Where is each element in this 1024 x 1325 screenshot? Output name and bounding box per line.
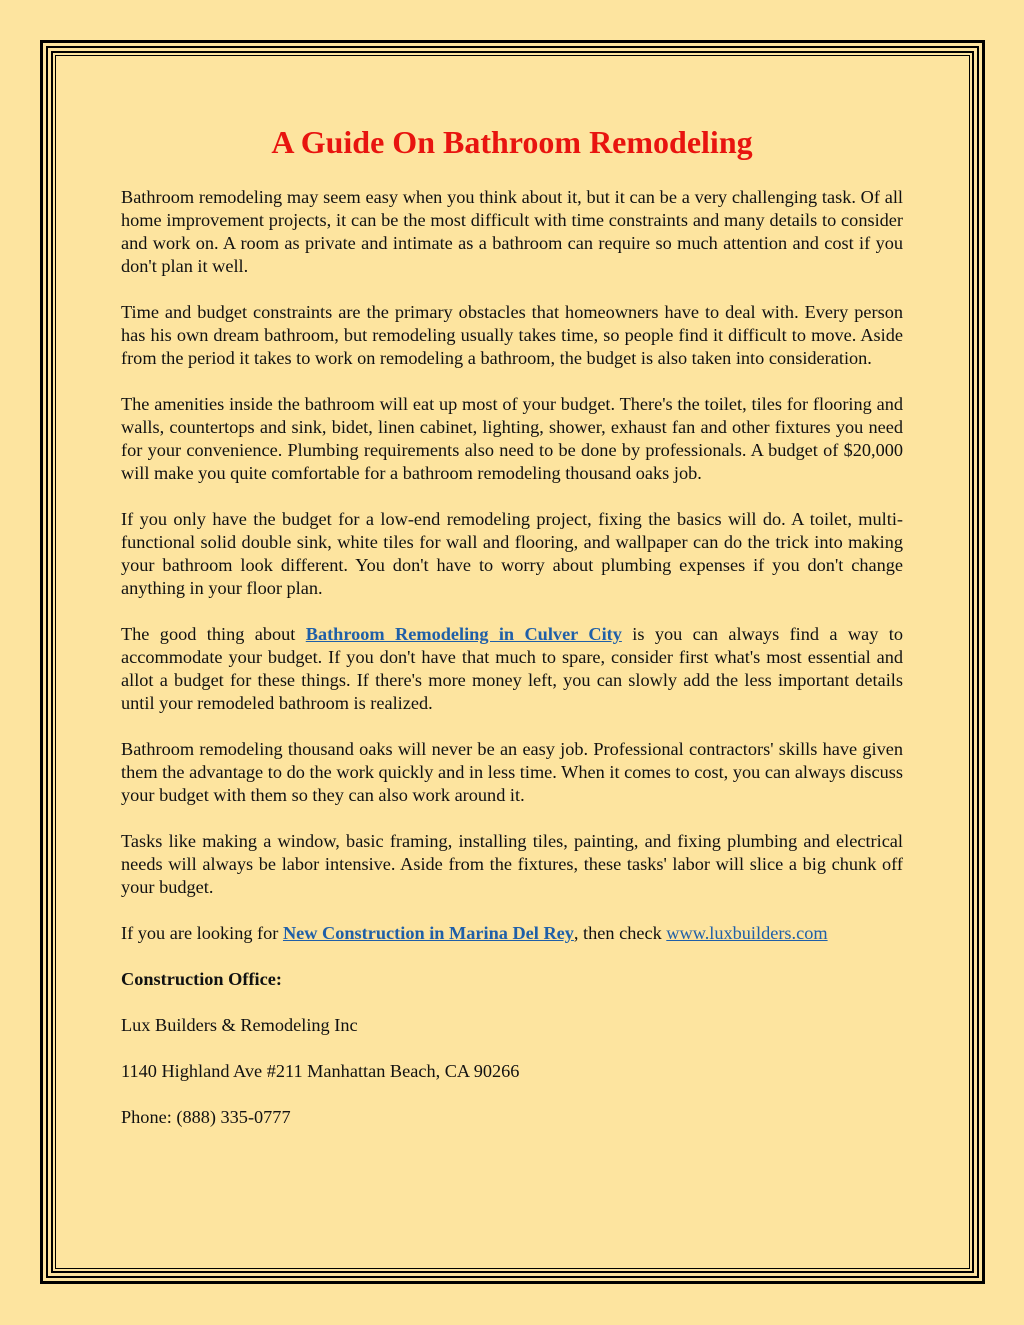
paragraph-intro: Bathroom remodeling may seem easy when you think about it, but it can be a very challenging task. Of all home improvement projects, it can be the most difficult with time constraints and many details to consider and work on. A room as private and intimate as a bathroom can require so much attention and cost if you don't plan it well. [121, 187, 903, 276]
culver-city-link[interactable]: Bathroom Remodeling in Culver City [305, 624, 622, 644]
luxbuilders-url-link[interactable]: www.luxbuilders.com [666, 923, 828, 943]
paragraph-constraints: Time and budget constraints are the primary obstacles that homeowners have to deal with. Every person has his own dream bathroom, but remodeling usually takes time, so people find it difficult to move. Aside from the period it takes to work on remodeling a bathroom, the budget is also taken into consideration. [121, 302, 903, 368]
office-phone: Phone: (888) 335-0777 [121, 1107, 291, 1127]
office-address: 1140 Highland Ave #211 Manhattan Beach, CA 90266 [121, 1061, 520, 1081]
construction-office-heading: Construction Office: [121, 969, 282, 989]
paragraph-labor: Tasks like making a window, basic framing, installing tiles, painting, and fixing plumbing and electrical needs will always be labor intensive. Aside from the fixtures, these tasks' labor will slice a big chunk off your budget. [121, 831, 903, 897]
paragraph-culver-city [121, 623, 903, 715]
paragraph-marina-del-rey [121, 922, 903, 945]
paragraph-text: , then check [573, 923, 667, 943]
paragraph-low-end: If you only have the budget for a low-end remodeling project, fixing the basics will do. A toilet, multi-functional solid double sink, white tiles for wall and flooring, and wallpaper can do the trick into making your bathroom look different. You don't have to worry about plumbing expenses if you don't change anything in your floor plan. [121, 509, 903, 598]
marina-del-rey-link[interactable]: New Construction in Marina Del Rey [282, 923, 574, 943]
paragraph-amenities: The amenities inside the bathroom will eat up most of your budget. There's the toilet, tiles for flooring and walls, countertops and sink, bidet, linen cabinet, lighting, shower, exhaust fan and other fixtures you need for your convenience. Plumbing requirements also need to be done by professionals. A budget of $20,000 will make you quite comfortable for a bathroom remodeling thousand oaks job. [121, 394, 903, 483]
paragraph-text: is you can always find a way to accommodate your budget. If you don't have that much to spare, consider first what's most essential and allot a budget for these things. If there's more money left, you can slowly add the less important details until your remodeled bathroom is realized. [121, 624, 903, 713]
document-body [121, 120, 903, 1152]
paragraph-contractors: Bathroom remodeling thousand oaks will never be an easy job. Professional contractors' skills have given them the advantage to do the work quickly and in less time. When it comes to cost, you can always discuss your budget with them so they can also work around it. [121, 739, 903, 805]
paragraph-text: If you are looking for [121, 923, 283, 943]
paragraph-text: The good thing about [121, 624, 306, 644]
company-name: Lux Builders & Remodeling Inc [121, 1015, 358, 1035]
page-title: A Guide On Bathroom Remodeling [271, 124, 753, 160]
